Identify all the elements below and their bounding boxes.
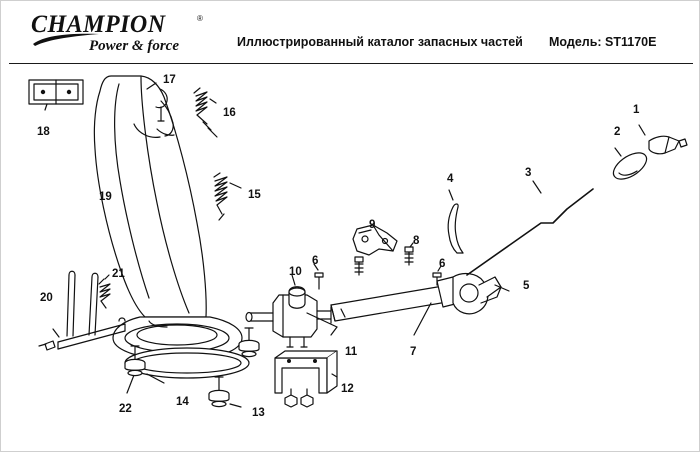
callout-15: 15 xyxy=(248,189,261,201)
callout-1: 1 xyxy=(633,104,640,116)
callout-7: 7 xyxy=(410,346,417,358)
part-nuts-under-bracket xyxy=(285,389,313,407)
callout-21: 21 xyxy=(112,268,125,280)
parts-diagram xyxy=(1,63,700,452)
callout-10: 10 xyxy=(289,266,302,278)
logo-wordmark: CHAMPION xyxy=(31,11,166,38)
part-3-rod xyxy=(467,181,593,275)
catalog-title: Иллюстрированный каталог запасных частей xyxy=(237,35,523,49)
callout-6-left: 6 xyxy=(312,255,319,267)
part-7-shaft xyxy=(331,285,453,335)
callout-4: 4 xyxy=(447,173,454,185)
part-22-ring xyxy=(125,348,249,393)
part-16-spring xyxy=(194,88,217,137)
part-fastener-right xyxy=(239,328,259,357)
callout-17: 17 xyxy=(163,74,176,86)
part-6-bolt-left xyxy=(314,264,323,289)
part-12-u-bracket xyxy=(275,351,337,393)
callout-20: 20 xyxy=(40,292,53,304)
part-10-gearbox xyxy=(246,275,331,347)
callout-19: 19 xyxy=(99,191,112,203)
part-13-fastener xyxy=(209,377,241,407)
part-2-grip xyxy=(613,148,646,179)
part-1-handle-end xyxy=(639,125,687,154)
callout-13: 13 xyxy=(252,407,265,419)
part-5-universal-joint xyxy=(437,274,509,314)
callout-5: 5 xyxy=(523,280,530,292)
callout-9: 9 xyxy=(369,219,376,231)
callout-8: 8 xyxy=(413,235,420,247)
callout-2: 2 xyxy=(614,126,621,138)
callout-6-right: 6 xyxy=(439,258,446,270)
part-21-spring xyxy=(99,275,110,308)
logo-tagline: Power & force xyxy=(89,38,179,54)
part-18-bracket xyxy=(29,80,83,110)
part-15-spring xyxy=(214,173,241,220)
part-8-bolt xyxy=(405,243,413,265)
brand-logo xyxy=(31,11,216,57)
page-header xyxy=(1,1,700,63)
part-bolt-under-plate xyxy=(355,257,363,275)
callout-11: 11 xyxy=(345,346,358,358)
part-4-clip xyxy=(448,190,463,253)
callout-16: 16 xyxy=(223,107,236,119)
callout-12: 12 xyxy=(341,383,354,395)
callout-14: 14 xyxy=(176,396,189,408)
logo-registered-mark: ® xyxy=(197,14,203,23)
callout-18: 18 xyxy=(37,126,50,138)
callout-3: 3 xyxy=(525,167,532,179)
model-label: Модель: ST1170E xyxy=(549,35,657,49)
part-20-frame xyxy=(39,268,125,350)
part-19-chute xyxy=(94,76,242,360)
callout-22: 22 xyxy=(119,403,132,415)
